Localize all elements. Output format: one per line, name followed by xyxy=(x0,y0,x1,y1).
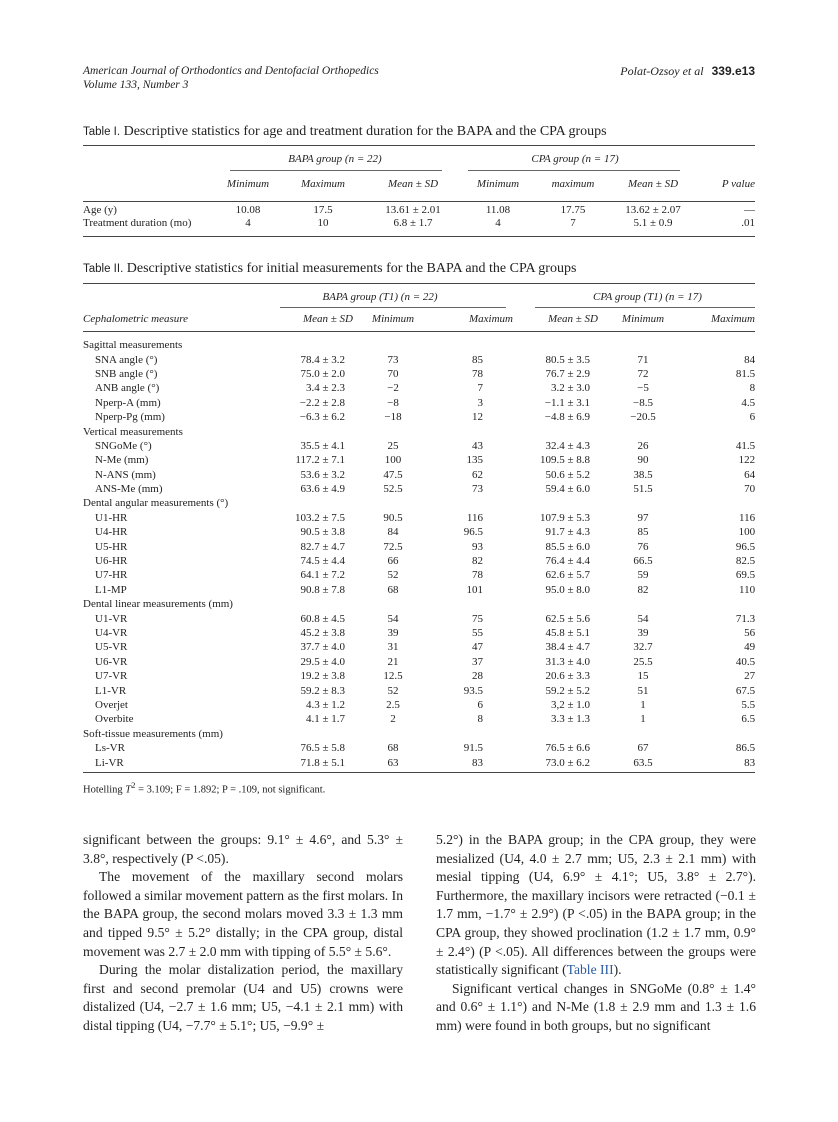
cell: 45.2 ± 3.8 xyxy=(300,627,345,639)
cell: 17.5 xyxy=(313,203,333,216)
cell: 66.5 xyxy=(633,555,653,568)
cell: 73 xyxy=(387,353,399,366)
cell: 75 xyxy=(472,612,483,625)
cell: 6.8 ± 1.7 xyxy=(393,216,433,229)
row-label: SNB angle (°) xyxy=(95,367,158,380)
row-label: U4-VR xyxy=(95,627,128,639)
table2-row xyxy=(83,352,755,366)
cell: 28 xyxy=(472,670,483,683)
cell: −2 xyxy=(387,382,399,395)
table1-group-cpa: CPA group (n = 17) xyxy=(531,153,619,165)
cell: 5.5 xyxy=(741,698,756,711)
paragraph: During the molar distalization period, the maxillary first and second premolar (U4 and U5) crowns were distalized (U4, −2.7 ± 1.6 mm; U5, −4.1 ± 2.1 mm) with distal tipping (U4, −7.7° ± 5.1°; U5, −9.9° ± xyxy=(83,962,403,1033)
cell: −1.1 ± 3.1 xyxy=(544,396,590,409)
row-label: U1-HR xyxy=(95,511,128,524)
cell: 3.3 ± 1.3 xyxy=(550,713,590,726)
cell: 31.3 ± 4.0 xyxy=(545,655,590,668)
cell: 25.5 xyxy=(633,655,653,668)
row-label: U6-VR xyxy=(95,655,128,668)
cell: 45.8 ± 5.1 xyxy=(545,627,590,639)
cell: 53.6 ± 3.2 xyxy=(300,468,345,481)
row-label: U5-HR xyxy=(95,540,128,553)
cell: 4.1 ± 1.7 xyxy=(305,713,345,726)
table2-header-rule xyxy=(83,331,755,332)
cell: 68 xyxy=(387,742,399,755)
cell: 32.7 xyxy=(633,641,653,654)
cell: 69.5 xyxy=(735,569,756,582)
cell: 17.75 xyxy=(560,203,586,216)
row-label: Nperp-A (mm) xyxy=(95,396,161,409)
row-label: U6-HR xyxy=(95,555,128,568)
table2-row xyxy=(83,453,755,467)
row-label: SNGoMe (°) xyxy=(95,439,152,452)
table2-row xyxy=(83,683,755,697)
table1-group-rule xyxy=(468,170,680,171)
cell: 78.4 ± 3.2 xyxy=(300,353,345,366)
cell: 56 xyxy=(744,627,756,639)
cell: 107.9 ± 5.3 xyxy=(539,511,590,524)
cell: 67.5 xyxy=(735,684,756,697)
cell: 71.3 xyxy=(735,612,756,625)
cell: 93 xyxy=(472,540,483,553)
row-label: U7-HR xyxy=(95,569,128,582)
col-header: P value xyxy=(721,178,755,190)
cell: 7 xyxy=(570,216,576,229)
paragraph xyxy=(436,831,756,980)
journal-name: American Journal of Orthodontics and Dentofacial Orthopedics xyxy=(83,65,379,77)
cell: 5.1 ± 0.9 xyxy=(633,216,673,229)
cell: 101 xyxy=(466,583,483,596)
table2-header xyxy=(83,312,755,326)
authors: Polat-Ozsoy et al xyxy=(620,64,704,78)
cell: 80.5 ± 3.5 xyxy=(545,353,590,366)
cell: 64.1 ± 7.2 xyxy=(300,569,345,582)
table2-row xyxy=(83,381,755,395)
cell: 109.5 ± 8.8 xyxy=(539,454,590,467)
cell: 54 xyxy=(387,612,399,625)
cell: 47.5 xyxy=(383,468,403,481)
table2-row xyxy=(83,511,755,525)
table2-row xyxy=(83,367,755,381)
cell: 82 xyxy=(472,555,483,568)
cell: 72 xyxy=(637,367,649,380)
section-heading: Dental linear measurements (mm) xyxy=(83,598,233,611)
cell: 117.2 ± 7.1 xyxy=(295,454,345,467)
table2-bottom-rule xyxy=(83,772,755,773)
cell: 76.5 ± 6.6 xyxy=(545,742,590,755)
cell: 67 xyxy=(637,742,649,755)
cell: 95.0 ± 8.0 xyxy=(545,583,590,596)
cell: 37 xyxy=(472,655,483,668)
cell: 7 xyxy=(477,382,483,395)
table2-row xyxy=(83,468,755,482)
cell: 122 xyxy=(738,454,756,467)
cell: 11.08 xyxy=(485,203,511,216)
cell: 85 xyxy=(637,526,649,539)
cell: 90.8 ± 7.8 xyxy=(300,583,345,596)
cell: 49 xyxy=(744,641,756,654)
cell: 96.5 xyxy=(463,526,483,539)
cell: 38.5 xyxy=(633,468,653,481)
cell: 3.4 ± 2.3 xyxy=(305,382,345,395)
row-label: U1-VR xyxy=(95,612,128,625)
cell: 59.2 ± 8.3 xyxy=(300,684,345,697)
table2-row xyxy=(83,482,755,496)
cell: 8 xyxy=(477,713,483,726)
cell: 4.5 xyxy=(741,396,756,409)
row-label: Overbite xyxy=(95,713,134,726)
table2-row xyxy=(83,669,755,683)
cell: 31 xyxy=(387,641,399,654)
table2-group-cpa: CPA group (T1) (n = 17) xyxy=(593,291,702,303)
table2-caption-text: Descriptive statistics for initial measurements for the BAPA and the CPA groups xyxy=(126,261,577,276)
cell: 3,2 ± 1.0 xyxy=(550,698,590,711)
cell: 54 xyxy=(637,612,649,625)
row-label: N-Me (mm) xyxy=(95,454,149,467)
row-label: Ls-VR xyxy=(95,742,125,755)
cell: 1 xyxy=(640,713,646,726)
col-header: Mean ± SD xyxy=(387,178,439,190)
row-label: Treatment duration (mo) xyxy=(83,216,192,229)
cell: 63 xyxy=(387,756,399,769)
cell: 83 xyxy=(472,756,483,769)
section-heading: Soft-tissue measurements (mm) xyxy=(83,727,223,740)
cell: 35.5 ± 4.1 xyxy=(300,439,345,452)
paragraph-text: 5.2°) in the BAPA group; in the CPA group, they were mesialized (U4, 4.0 ± 2.7 mm; U5, 2.3 ± 2.1 mm) with mesial tipping (U4, 6.9° ± 4.1°; U5, 3.8° ± 2.7°). Furthermore, the maxillary incisors were retracted (−0.1 ± 1.7 mm, −1.7° ± 2.9°) (P <.05) in the BAPA group; in the CPA group, they showed proclination (1.2 ± 1.7 mm, 0.9° ± 2.4°) (P <.05). All differences between the groups were statistically significant ( xyxy=(436,832,756,978)
cell: 96.5 xyxy=(735,540,756,553)
section-heading: Sagittal measurements xyxy=(83,339,183,352)
cell: 4 xyxy=(245,216,251,229)
paragraph: Significant vertical changes in SNGoMe (0.8° ± 1.4° and 0.6° ± 1.1°) and N-Me (1.8 ± 2.9 mm and 1.3 ± 1.6 mm) were found in both groups, but no significant xyxy=(436,980,756,1033)
table2-row xyxy=(83,640,755,654)
table2-row xyxy=(83,741,755,755)
row-label: ANB angle (°) xyxy=(95,382,160,395)
cell: 75.0 ± 2.0 xyxy=(300,367,345,380)
col-header: Maximum xyxy=(711,313,755,325)
col-header: Cephalometric measure xyxy=(83,313,188,325)
cell: 52.5 xyxy=(383,483,403,496)
cell: −2.2 ± 2.8 xyxy=(299,396,345,409)
table2-row xyxy=(83,626,755,640)
cell: 2.5 xyxy=(386,698,400,711)
cell: 116 xyxy=(738,511,756,524)
cell: 66 xyxy=(387,555,399,568)
cell: 19.2 ± 3.8 xyxy=(300,670,345,683)
cell: 27 xyxy=(744,670,756,683)
cell: 64 xyxy=(744,468,756,481)
cell: −18 xyxy=(384,411,402,424)
cell: 52 xyxy=(387,684,399,697)
col-header: Minimum xyxy=(476,178,520,190)
table2-section-row xyxy=(83,597,755,611)
cell: 51.5 xyxy=(633,483,653,496)
row-label: Li-VR xyxy=(95,756,124,769)
section-heading: Dental angular measurements (°) xyxy=(83,497,229,510)
cell: 93.5 xyxy=(463,684,483,697)
cell: 26 xyxy=(637,439,649,452)
cell: 82.7 ± 4.7 xyxy=(300,540,345,553)
table1-caption-text: Descriptive statistics for age and treatment duration for the BAPA and the CPA groups xyxy=(123,124,607,139)
cell: −6.3 ± 6.2 xyxy=(299,411,345,424)
body-column-right xyxy=(436,831,756,1036)
cell: 3.2 ± 3.0 xyxy=(550,382,590,395)
cell: 51 xyxy=(637,684,649,697)
cell: 82 xyxy=(637,583,649,596)
table2-row xyxy=(83,439,755,453)
cell: 100 xyxy=(738,526,756,539)
running-header-right xyxy=(620,64,755,79)
cell: 40.5 xyxy=(735,655,756,668)
table2-row xyxy=(83,698,755,712)
table1-top-rule xyxy=(83,145,755,146)
table1-row xyxy=(83,203,755,216)
cell: 6 xyxy=(749,411,756,424)
cell: 4 xyxy=(495,216,501,229)
cell: 76 xyxy=(637,540,649,553)
cell: 76.5 ± 5.8 xyxy=(300,742,345,755)
cell: 81.5 xyxy=(735,367,756,380)
col-header: Minimum xyxy=(621,313,665,325)
table1-group-bapa: BAPA group (n = 22) xyxy=(288,153,382,165)
col-header: Mean ± SD xyxy=(302,313,353,325)
table2-body xyxy=(83,338,755,770)
cell: 63.6 ± 4.9 xyxy=(300,483,345,496)
table2-row xyxy=(83,755,755,769)
cell: 43 xyxy=(472,439,483,452)
cell: 73 xyxy=(472,483,483,496)
table2-row xyxy=(83,655,755,669)
table2-top-rule xyxy=(83,283,755,284)
table1-body xyxy=(83,203,755,229)
table2-row xyxy=(83,712,755,726)
row-label: L1-VR xyxy=(95,684,127,697)
table1-group-rule xyxy=(230,170,442,171)
table2-row xyxy=(83,396,755,410)
cell: 76.4 ± 4.4 xyxy=(545,555,590,568)
cell: 76.7 ± 2.9 xyxy=(545,367,590,380)
row-label: U5-VR xyxy=(95,641,128,654)
cell: 12 xyxy=(472,411,483,424)
table2-group-rule xyxy=(535,307,755,308)
cell: 59.2 ± 5.2 xyxy=(545,684,590,697)
table2-row xyxy=(83,583,755,597)
cell: 63.5 xyxy=(633,756,653,769)
cell: 13.61 ± 2.01 xyxy=(385,203,441,216)
cell: 47 xyxy=(472,641,483,654)
cell: 50.6 ± 5.2 xyxy=(545,468,590,481)
cell: 62.5 ± 5.6 xyxy=(545,612,590,625)
cell: 71 xyxy=(637,353,649,366)
col-header: Minimum xyxy=(226,178,270,190)
row-label: U4-HR xyxy=(95,526,128,539)
col-header: Mean ± SD xyxy=(627,178,679,190)
table1-bottom-rule xyxy=(83,236,755,237)
cell: 13.62 ± 2.07 xyxy=(625,203,681,216)
cell: 8 xyxy=(749,382,756,395)
cell: 86.5 xyxy=(735,742,756,755)
cell: 72.5 xyxy=(383,540,403,553)
table1-header-row xyxy=(83,176,755,192)
table2-row xyxy=(83,525,755,539)
cell: 62 xyxy=(472,468,483,481)
cell: 82.5 xyxy=(735,555,756,568)
cell: 97 xyxy=(637,511,649,524)
table2-row xyxy=(83,539,755,553)
table2-section-row xyxy=(83,496,755,510)
cell: 70 xyxy=(744,483,756,496)
table2-group-bapa: BAPA group (T1) (n = 22) xyxy=(322,291,438,303)
cell: 39 xyxy=(637,627,649,639)
row-label: U7-VR xyxy=(95,670,128,683)
cell: 2 xyxy=(390,713,396,726)
row-label: Overjet xyxy=(95,698,128,711)
cell: 84 xyxy=(744,353,756,366)
cell: 73.0 ± 6.2 xyxy=(545,756,590,769)
cell: 90.5 xyxy=(383,511,403,524)
table2-section-row xyxy=(83,727,755,741)
table3-link[interactable]: Table III xyxy=(566,962,614,978)
cell: 29.5 ± 4.0 xyxy=(300,655,345,668)
journal-volume: Volume 133, Number 3 xyxy=(83,79,189,91)
table2-row xyxy=(83,554,755,568)
cell: 74.5 ± 4.4 xyxy=(300,555,345,568)
cell: .01 xyxy=(741,216,755,229)
paragraph: significant between the groups: 9.1° ± 4.6°, and 5.3° ± 3.8°, respectively (P <.05). xyxy=(83,832,403,866)
cell: 41.5 xyxy=(735,439,756,452)
cell: 135 xyxy=(466,454,483,467)
cell: 55 xyxy=(472,627,483,639)
footnote-text: = 3.109; F = 1.892; P = .109, not significant. xyxy=(135,784,326,796)
cell: −4.8 ± 6.9 xyxy=(544,411,590,424)
cell: 70 xyxy=(387,367,399,380)
cell: 3 xyxy=(477,396,483,409)
cell: 110 xyxy=(738,583,756,596)
paragraph: The movement of the maxillary second molars followed a similar movement pattern as the first molars. In the BAPA group, the second molars moved 3.3 ± 1.3 mm and tipped 9.5° ± 5.2° distally; in the CPA group, distal movement was 2.7 ± 2.0 mm with tipping of 5.5° ± 5.6°. xyxy=(83,869,403,959)
cell: −8 xyxy=(387,396,399,409)
cell: 20.6 ± 3.3 xyxy=(545,670,590,683)
footnote-text: Hotelling xyxy=(83,784,126,796)
cell: 83 xyxy=(744,756,756,769)
cell: 116 xyxy=(466,511,483,524)
row-label: N-ANS (mm) xyxy=(95,468,156,481)
col-header: Maximum xyxy=(469,313,513,325)
cell: 84 xyxy=(387,526,399,539)
cell: −5 xyxy=(637,382,649,395)
cell: — xyxy=(744,203,755,216)
body-column-left xyxy=(83,831,403,1036)
table2-caption xyxy=(83,261,576,277)
table2-row xyxy=(83,410,755,424)
cell: 52 xyxy=(387,569,399,582)
cell: 15 xyxy=(637,670,649,683)
cell: 59 xyxy=(637,569,649,582)
cell: 100 xyxy=(384,454,402,467)
page-number: 339.e13 xyxy=(711,64,755,78)
row-label: ANS-Me (mm) xyxy=(95,483,163,496)
footnote-sup: 2 xyxy=(131,780,136,790)
table2-section-row xyxy=(83,424,755,438)
cell: 4.3 ± 1.2 xyxy=(305,698,345,711)
row-label: L1-MP xyxy=(95,583,127,596)
row-label: Age (y) xyxy=(83,203,117,216)
table2-row xyxy=(83,611,755,625)
row-label: Nperp-Pg (mm) xyxy=(95,411,165,424)
col-header: maximum xyxy=(551,178,595,190)
table2-row xyxy=(83,568,755,582)
col-header: Mean ± SD xyxy=(547,313,598,325)
table1-label: Table I. xyxy=(83,126,121,138)
cell: 91.7 ± 4.3 xyxy=(545,526,590,539)
col-header: Maximum xyxy=(301,178,345,190)
cell: 85 xyxy=(472,353,483,366)
table1-caption xyxy=(83,124,607,140)
cell: 25 xyxy=(387,439,399,452)
cell: 91.5 xyxy=(463,742,483,755)
table1-row xyxy=(83,216,755,229)
cell: 6.5 xyxy=(741,713,756,726)
row-label: SNA angle (°) xyxy=(95,353,158,366)
cell: 21 xyxy=(387,655,399,668)
cell: 1 xyxy=(640,698,646,711)
cell: 103.2 ± 7.5 xyxy=(294,511,345,524)
col-header: Minimum xyxy=(371,313,415,325)
cell: 78 xyxy=(472,367,483,380)
running-header-left xyxy=(83,64,379,92)
footnote-t: T xyxy=(125,784,132,796)
table2-section-row xyxy=(83,338,755,352)
cell: 78 xyxy=(472,569,483,582)
cell: 38.4 ± 4.7 xyxy=(545,641,590,654)
cell: 90 xyxy=(637,454,649,467)
paragraph-text: ). xyxy=(613,962,622,978)
cell: 59.4 ± 6.0 xyxy=(545,483,590,496)
cell: −20.5 xyxy=(630,411,656,424)
cell: 60.8 ± 4.5 xyxy=(300,612,345,625)
table2-group-rule xyxy=(280,307,506,308)
cell: 10 xyxy=(317,216,329,229)
cell: 6 xyxy=(477,698,483,711)
section-heading: Vertical measurements xyxy=(83,425,183,438)
cell: 10.08 xyxy=(235,203,261,216)
cell: 32.4 ± 4.3 xyxy=(545,439,590,452)
cell: 39 xyxy=(387,627,399,639)
cell: 85.5 ± 6.0 xyxy=(545,540,590,553)
cell: 62.6 ± 5.7 xyxy=(545,569,590,582)
cell: −8.5 xyxy=(633,396,653,409)
cell: 12.5 xyxy=(383,670,403,683)
cell: 90.5 ± 3.8 xyxy=(300,526,345,539)
table2-footnote xyxy=(83,780,325,796)
cell: 71.8 ± 5.1 xyxy=(300,756,345,769)
cell: 68 xyxy=(387,583,399,596)
table2-label: Table II. xyxy=(83,263,124,275)
cell: 37.7 ± 4.0 xyxy=(300,641,345,654)
